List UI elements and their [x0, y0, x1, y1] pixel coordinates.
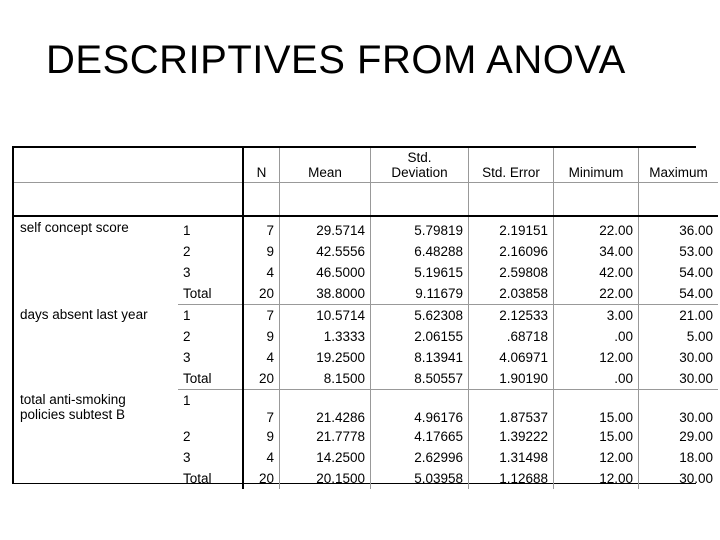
sd-cell: 5.19615 — [371, 262, 469, 283]
group-cell: Total — [183, 471, 212, 486]
min-cell: 3.00 — [554, 305, 639, 327]
se-cell: 2.16096 — [469, 241, 554, 262]
max-cell: 21.00 — [639, 305, 719, 327]
min-cell: 12.00 — [554, 347, 639, 368]
group-cell: 1 — [183, 223, 191, 238]
max-cell: 18.00 — [639, 447, 719, 468]
se-cell: 1.31498 — [469, 447, 554, 468]
se-cell: 2.12533 — [469, 305, 554, 327]
sd-cell: 8.13941 — [371, 347, 469, 368]
header-std-deviation-line2: Deviation — [391, 165, 448, 180]
variable-label: self concept score — [20, 220, 129, 235]
group-cell: Total — [178, 283, 243, 305]
group-cell: 2 — [183, 429, 191, 444]
sd-cell: 6.48288 — [371, 241, 469, 262]
min-cell: 15.00 — [554, 426, 639, 447]
n-cell: 4 — [243, 347, 280, 368]
page-title: DESCRIPTIVES FROM ANOVA — [46, 38, 626, 82]
group-cell: 2 — [183, 329, 191, 344]
max-cell: 30.00 — [639, 390, 719, 427]
n-cell: 20 — [243, 368, 280, 390]
group-cell: 3 — [183, 350, 191, 365]
max-cell: 54.00 — [639, 283, 719, 305]
table-row — [14, 305, 718, 327]
mean-cell: 14.2500 — [280, 447, 371, 468]
n-cell: 9 — [243, 326, 280, 347]
se-cell: 2.59808 — [469, 262, 554, 283]
sd-cell: 5.79819 — [371, 216, 469, 241]
n-cell: 9 — [243, 241, 280, 262]
header-std-deviation-line1: Std. — [407, 150, 432, 165]
n-cell: 4 — [243, 447, 280, 468]
header-blank — [178, 148, 243, 183]
se-cell: 2.03858 — [469, 283, 554, 305]
sd-cell: 8.50557 — [371, 368, 469, 390]
se-cell: 4.06971 — [469, 347, 554, 368]
mean-cell: 19.2500 — [280, 347, 371, 368]
max-cell: 30.00 — [639, 468, 719, 489]
sd-cell: 5.03958 — [371, 468, 469, 489]
mean-cell: 10.5714 — [280, 305, 371, 327]
header-minimum: Minimum — [554, 148, 639, 183]
sd-cell: 5.62308 — [371, 305, 469, 327]
header-std-error: Std. Error — [469, 148, 554, 183]
min-cell: .00 — [554, 368, 639, 390]
max-cell: 54.00 — [639, 262, 719, 283]
header-mean: Mean — [280, 148, 371, 183]
sd-cell: 4.17665 — [371, 426, 469, 447]
min-cell: 15.00 — [554, 390, 639, 427]
n-cell: 20 — [243, 283, 280, 305]
mean-cell: 21.7778 — [280, 426, 371, 447]
n-cell: 4 — [243, 262, 280, 283]
min-cell: 22.00 — [554, 283, 639, 305]
mean-cell: 29.5714 — [280, 216, 371, 241]
group-cell: 3 — [183, 450, 191, 465]
group-cell: Total — [178, 368, 243, 390]
header-blank — [14, 148, 178, 183]
min-cell: 42.00 — [554, 262, 639, 283]
variable-label-line2: policies subtest B — [20, 406, 126, 422]
mean-cell: 20.1500 — [280, 468, 371, 489]
min-cell: 22.00 — [554, 216, 639, 241]
min-cell: 34.00 — [554, 241, 639, 262]
n-cell: 9 — [243, 426, 280, 447]
sd-cell: 2.62996 — [371, 447, 469, 468]
mean-cell: 21.4286 — [280, 390, 371, 427]
group-cell: 1 — [183, 393, 191, 408]
variable-label-line1: total anti-smoking — [20, 391, 126, 407]
se-cell: 2.19151 — [469, 216, 554, 241]
table-row — [14, 390, 718, 427]
group-cell: 1 — [183, 308, 191, 323]
variable-label — [14, 390, 178, 490]
min-cell: 12.00 — [554, 468, 639, 489]
mean-cell: 1.3333 — [280, 326, 371, 347]
se-cell: .68718 — [469, 326, 554, 347]
max-cell: 36.00 — [639, 216, 719, 241]
mean-cell: 46.5000 — [280, 262, 371, 283]
n-cell: 7 — [243, 216, 280, 241]
mean-cell: 38.8000 — [280, 283, 371, 305]
table-header-row — [14, 148, 718, 183]
sd-cell: 4.96176 — [371, 390, 469, 427]
mean-cell: 8.1500 — [280, 368, 371, 390]
header-n: N — [243, 148, 280, 183]
group-cell: 2 — [183, 244, 191, 259]
sd-cell: 2.06155 — [371, 326, 469, 347]
se-cell: 1.39222 — [469, 426, 554, 447]
max-cell: 53.00 — [639, 241, 719, 262]
variable-label: days absent last year — [20, 306, 148, 322]
descriptives-table — [12, 146, 713, 486]
sd-cell: 9.11679 — [371, 283, 469, 305]
min-cell: 12.00 — [554, 447, 639, 468]
table-row — [14, 216, 718, 241]
max-cell: 5.00 — [639, 326, 719, 347]
min-cell: .00 — [554, 326, 639, 347]
max-cell: 30.00 — [639, 347, 719, 368]
max-cell: 30.00 — [639, 368, 719, 390]
n-cell: 7 — [243, 390, 280, 427]
header-maximum: Maximum — [639, 148, 719, 183]
group-cell: 3 — [183, 265, 191, 280]
se-cell: 1.87537 — [469, 390, 554, 427]
mean-cell: 42.5556 — [280, 241, 371, 262]
header-std-deviation — [371, 148, 469, 183]
se-cell: 1.90190 — [469, 368, 554, 390]
n-cell: 7 — [243, 305, 280, 327]
table-header-spacer-row — [14, 183, 718, 217]
n-cell: 20 — [243, 468, 280, 489]
max-cell: 29.00 — [639, 426, 719, 447]
se-cell: 1.12688 — [469, 468, 554, 489]
